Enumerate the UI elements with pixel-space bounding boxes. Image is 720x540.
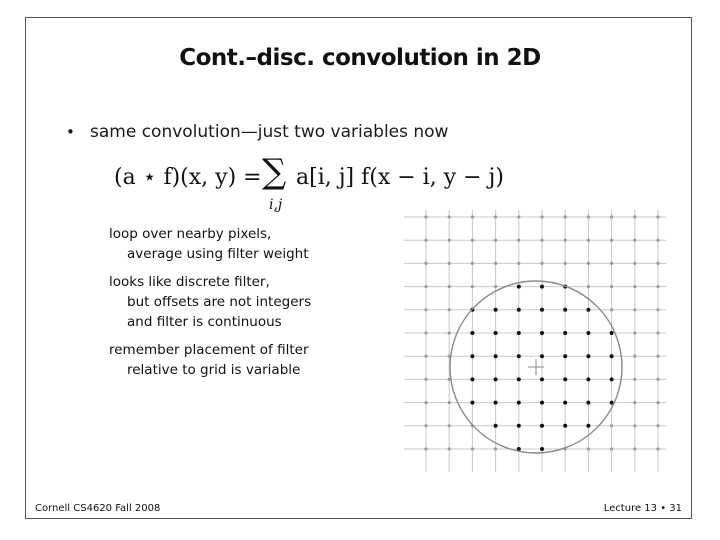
filtered-sample-dot: [470, 354, 474, 358]
grid-sample-dot: [656, 215, 659, 218]
note-group: [109, 340, 369, 380]
grid-sample-dot: [494, 447, 497, 450]
filtered-sample-dot: [586, 308, 590, 312]
filtered-sample-dot: [494, 354, 498, 358]
filtered-sample-dot: [563, 308, 567, 312]
grid-sample-dot: [633, 401, 636, 404]
filtered-sample-dot: [540, 331, 544, 335]
note-line: loop over nearby pixels,: [109, 226, 272, 242]
filtered-sample-dot: [586, 354, 590, 358]
grid-sample-dot: [448, 308, 451, 311]
formula-lhs: (a ⋆ f)(x, y) =: [114, 165, 262, 190]
grid-sample-dot: [656, 401, 659, 404]
filtered-sample-dot: [610, 354, 614, 358]
grid-sample-dot: [633, 447, 636, 450]
note-line: remember placement of filter: [109, 342, 309, 358]
filtered-sample-dot: [540, 401, 544, 405]
grid-sample-dot: [540, 215, 543, 218]
note-line: average using filter weight: [127, 246, 309, 262]
filtered-sample-dot: [470, 331, 474, 335]
grid-sample-dot: [633, 378, 636, 381]
grid-sample-dot: [610, 239, 613, 242]
grid-sample-dot: [424, 355, 427, 358]
grid-sample-dot: [540, 262, 543, 265]
filtered-sample-dot: [517, 285, 521, 289]
lecture-page-footer: Lecture 13 • 31: [603, 503, 682, 514]
grid-sample-dot: [424, 308, 427, 311]
grid-sample-dot: [448, 331, 451, 334]
grid-sample-dot: [448, 401, 451, 404]
grid-sample-dot: [656, 262, 659, 265]
grid-sample-dot: [448, 447, 451, 450]
filtered-sample-dot: [517, 377, 521, 381]
filtered-sample-dot: [563, 331, 567, 335]
grid-sample-dot: [564, 262, 567, 265]
filtered-sample-dot: [610, 377, 614, 381]
grid-sample-dot: [517, 262, 520, 265]
filtered-sample-dot: [540, 447, 544, 451]
grid-sample-dot: [610, 285, 613, 288]
note-group: [109, 272, 369, 332]
filtered-sample-dot: [470, 401, 474, 405]
bullet-text: same convolution—just two variables now: [90, 122, 449, 142]
filtered-sample-dot: [494, 377, 498, 381]
grid-sample-dot: [633, 262, 636, 265]
filtered-sample-dot: [563, 377, 567, 381]
summation-subscript: i,j: [269, 197, 283, 213]
grid-sample-dot: [424, 401, 427, 404]
note-line: looks like discrete filter,: [109, 274, 270, 290]
grid-sample-dot: [656, 285, 659, 288]
grid-sample-dot: [610, 215, 613, 218]
grid-sample-dot: [448, 285, 451, 288]
grid-sample-dot: [610, 308, 613, 311]
notes-list: [109, 224, 369, 388]
filtered-sample-dot: [586, 424, 590, 428]
grid-sample-dot: [633, 308, 636, 311]
filtered-sample-dot: [586, 401, 590, 405]
grid-sample-dot: [587, 285, 590, 288]
grid-sample-dot: [656, 378, 659, 381]
grid-sample-dot: [448, 215, 451, 218]
grid-sample-dot: [448, 262, 451, 265]
grid-sample-dot: [494, 262, 497, 265]
filtered-sample-dot: [494, 331, 498, 335]
grid-sample-dot: [424, 424, 427, 427]
summation-symbol: ∑: [262, 152, 287, 192]
grid-sample-dot: [471, 447, 474, 450]
grid-sample-dot: [494, 239, 497, 242]
grid-sample-dot: [471, 215, 474, 218]
filtered-sample-dot: [563, 424, 567, 428]
note-line: relative to grid is variable: [127, 362, 301, 378]
filtered-sample-dot: [517, 424, 521, 428]
bullet-dot-icon: •: [66, 123, 75, 141]
grid-sample-dot: [494, 215, 497, 218]
grid-sample-dot: [587, 239, 590, 242]
grid-sample-dot: [471, 285, 474, 288]
grid-sample-dot: [424, 285, 427, 288]
note-line: and filter is continuous: [127, 314, 282, 330]
filtered-sample-dot: [494, 401, 498, 405]
grid-sample-dot: [633, 285, 636, 288]
course-footer: Cornell CS4620 Fall 2008: [35, 503, 161, 514]
filtered-sample-dot: [563, 401, 567, 405]
grid-sample-dot: [471, 262, 474, 265]
filter-grid-diagram: [404, 210, 666, 485]
formula-rhs: a[i, j] f(x − i, y − j): [296, 165, 504, 190]
grid-sample-dot: [633, 331, 636, 334]
grid-sample-dot: [448, 239, 451, 242]
grid-sample-dot: [424, 239, 427, 242]
filtered-sample-dot: [517, 354, 521, 358]
bullet-item: [66, 122, 448, 142]
grid-sample-dot: [517, 215, 520, 218]
grid-sample-dot: [656, 331, 659, 334]
grid-sample-dot: [656, 308, 659, 311]
filtered-sample-dot: [540, 377, 544, 381]
filtered-sample-dot: [540, 424, 544, 428]
grid-sample-dot: [633, 355, 636, 358]
grid-sample-dot: [424, 215, 427, 218]
grid-sample-dot: [610, 262, 613, 265]
filtered-sample-dot: [470, 377, 474, 381]
note-line: but offsets are not integers: [127, 294, 312, 310]
grid-sample-dot: [564, 239, 567, 242]
grid-sample-dot: [564, 215, 567, 218]
filtered-sample-dot: [586, 377, 590, 381]
grid-sample-dot: [494, 285, 497, 288]
grid-sample-dot: [587, 215, 590, 218]
grid-sample-dot: [448, 424, 451, 427]
grid-sample-dot: [610, 447, 613, 450]
filtered-sample-dot: [586, 331, 590, 335]
grid-sample-dot: [656, 239, 659, 242]
filtered-sample-dot: [610, 331, 614, 335]
grid-sample-dot: [656, 424, 659, 427]
grid-sample-dot: [424, 447, 427, 450]
filtered-sample-dot: [517, 331, 521, 335]
grid-sample-dot: [424, 262, 427, 265]
filtered-sample-dot: [540, 354, 544, 358]
filtered-sample-dot: [517, 401, 521, 405]
grid-sample-dot: [587, 447, 590, 450]
filtered-sample-dot: [494, 424, 498, 428]
grid-sample-dot: [517, 239, 520, 242]
grid-sample-dot: [424, 331, 427, 334]
grid-sample-dot: [610, 424, 613, 427]
grid-sample-dot: [633, 215, 636, 218]
note-group: [109, 224, 369, 264]
grid-sample-dot: [424, 378, 427, 381]
filtered-sample-dot: [494, 308, 498, 312]
grid-sample-dot: [656, 355, 659, 358]
filtered-sample-dot: [540, 308, 544, 312]
grid-sample-dot: [656, 447, 659, 450]
filtered-sample-dot: [517, 308, 521, 312]
grid-sample-dot: [471, 239, 474, 242]
slide-title: Cont.–disc. convolution in 2D: [179, 45, 541, 71]
grid-sample-dot: [540, 239, 543, 242]
grid-sample-dot: [633, 239, 636, 242]
filtered-sample-dot: [563, 354, 567, 358]
grid-sample-dot: [633, 424, 636, 427]
grid-sample-dot: [587, 262, 590, 265]
filtered-sample-dot: [540, 285, 544, 289]
